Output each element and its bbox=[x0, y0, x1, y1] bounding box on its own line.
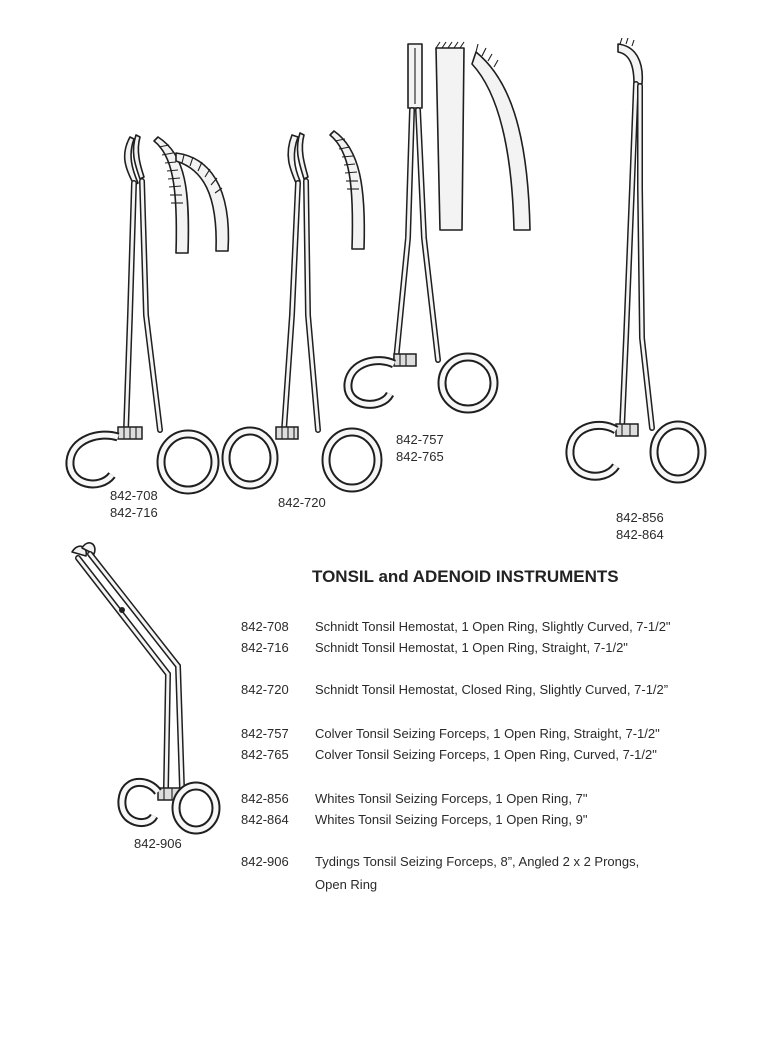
colver-seizing-forceps-illustration bbox=[338, 38, 558, 418]
item-code: 842-765 bbox=[241, 747, 289, 762]
item-description: Whites Tonsil Seizing Forceps, 1 Open Ring, 7" bbox=[315, 791, 588, 806]
item-code: 842-716 bbox=[241, 640, 289, 655]
figure-code: 842-708 bbox=[110, 488, 158, 503]
item-description: Open Ring bbox=[315, 877, 378, 892]
item-description: Colver Tonsil Seizing Forceps, 1 Open Ring, Curved, 7-1/2" bbox=[315, 747, 657, 762]
item-code: 842-864 bbox=[241, 812, 289, 827]
item-code: 842-720 bbox=[241, 682, 289, 697]
tydings-angled-forceps-illustration bbox=[62, 538, 232, 838]
figure-code: 842-856 bbox=[616, 510, 664, 525]
item-description: Schnidt Tonsil Hemostat, 1 Open Ring, Slightly Curved, 7-1/2" bbox=[315, 619, 671, 634]
item-code: 842-708 bbox=[241, 619, 289, 634]
item-code: 842-856 bbox=[241, 791, 289, 806]
figure-code: 842-864 bbox=[616, 527, 664, 542]
figure-code: 842-716 bbox=[110, 505, 158, 520]
whites-seizing-forceps-illustration bbox=[560, 38, 720, 498]
catalog-title: TONSIL and ADENOID INSTRUMENTS bbox=[312, 567, 619, 586]
figure-code: 842-720 bbox=[278, 495, 326, 510]
figure-code: 842-906 bbox=[134, 836, 182, 851]
item-description: Schnidt Tonsil Hemostat, Closed Ring, Slightly Curved, 7-1/2” bbox=[315, 682, 669, 697]
item-description: Schnidt Tonsil Hemostat, 1 Open Ring, Straight, 7-1/2" bbox=[315, 640, 628, 655]
item-description: Whites Tonsil Seizing Forceps, 1 Open Ring, 9" bbox=[315, 812, 588, 827]
item-description: Colver Tonsil Seizing Forceps, 1 Open Ring, Straight, 7-1/2" bbox=[315, 726, 660, 741]
figure-code: 842-765 bbox=[396, 449, 444, 464]
figure-code: 842-757 bbox=[396, 432, 444, 447]
item-description: Tydings Tonsil Seizing Forceps, 8”, Angled 2 x 2 Prongs, bbox=[315, 854, 640, 869]
item-code: 842-757 bbox=[241, 726, 289, 741]
item-code: 842-906 bbox=[241, 854, 289, 869]
